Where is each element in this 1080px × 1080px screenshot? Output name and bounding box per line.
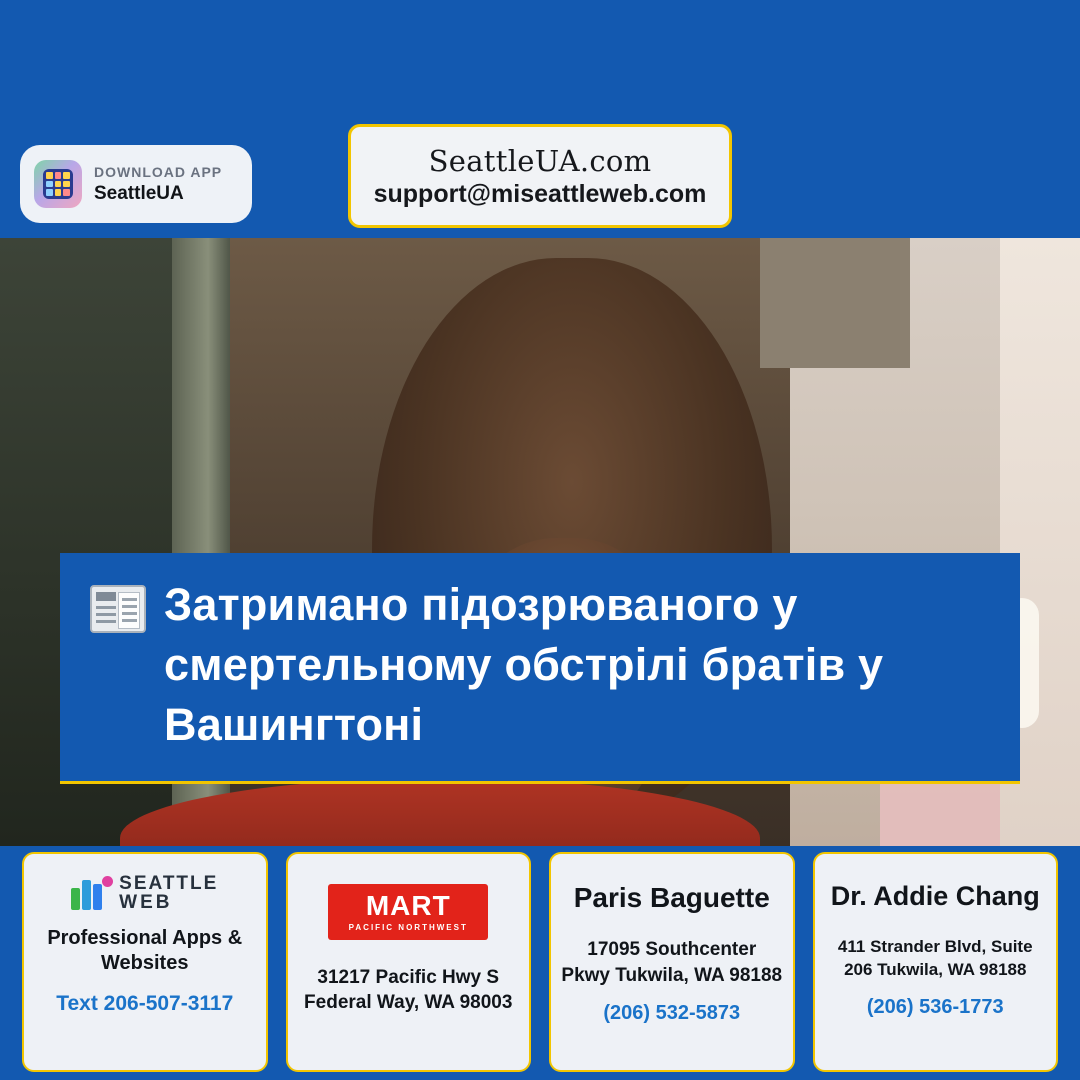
sponsor-card-seattle-web[interactable] (22, 852, 268, 1072)
seattle-web-phone[interactable]: Text 206-507-3117 (56, 992, 234, 1015)
top-bar (0, 0, 1080, 238)
hmart-logo (328, 884, 488, 940)
headline-banner (60, 553, 1020, 784)
download-app-badge[interactable] (20, 145, 252, 223)
website-label[interactable]: SeattleUA.com (428, 143, 652, 178)
dr-addie-chang-address: 411 Strander Blvd, Suite 206 Tukwila, WA 98188 (837, 936, 1033, 979)
hmart-logo-text: MART (365, 890, 451, 921)
headline-text: Затримано підозрюваного у смертельному обстрілі братів у Вашингтоні (164, 579, 884, 750)
sponsor-strip (0, 846, 1080, 1080)
seattle-web-tagline: Professional Apps & Websites (47, 927, 243, 974)
seattle-web-logo-line2: WEB (119, 892, 173, 913)
seattle-web-logo (71, 874, 218, 912)
sponsor-card-dr-addie-chang[interactable] (813, 852, 1059, 1072)
app-name-label: SeattleUA (94, 182, 184, 204)
hmart-logo-subtext: PACIFIC NORTHWEST (348, 923, 468, 932)
seattle-web-logo-line1: SEATTLE (119, 873, 219, 894)
hmart-address: 31217 Pacific Hwy S Federal Way, WA 98003 (304, 967, 513, 1013)
app-grid-icon (34, 160, 82, 208)
paris-baguette-phone[interactable]: (206) 532-5873 (603, 1002, 741, 1025)
support-email-label[interactable]: support@miseattleweb.com (373, 179, 707, 208)
dr-addie-chang-title: Dr. Addie Chang (830, 881, 1040, 911)
paris-baguette-address: 17095 Southcenter Pkwy Tukwila, WA 98188 (561, 939, 783, 986)
sponsor-card-paris-baguette[interactable] (549, 852, 795, 1072)
dr-addie-chang-phone[interactable]: (206) 536-1773 (866, 995, 1004, 1018)
photo-bg-topwall (760, 238, 910, 368)
sponsor-card-hmart[interactable] (286, 852, 532, 1072)
paris-baguette-title: Paris Baguette (573, 882, 770, 913)
download-app-eyebrow: DOWNLOAD APP (94, 163, 223, 180)
contact-card[interactable] (348, 124, 732, 228)
newspaper-icon (90, 585, 146, 633)
